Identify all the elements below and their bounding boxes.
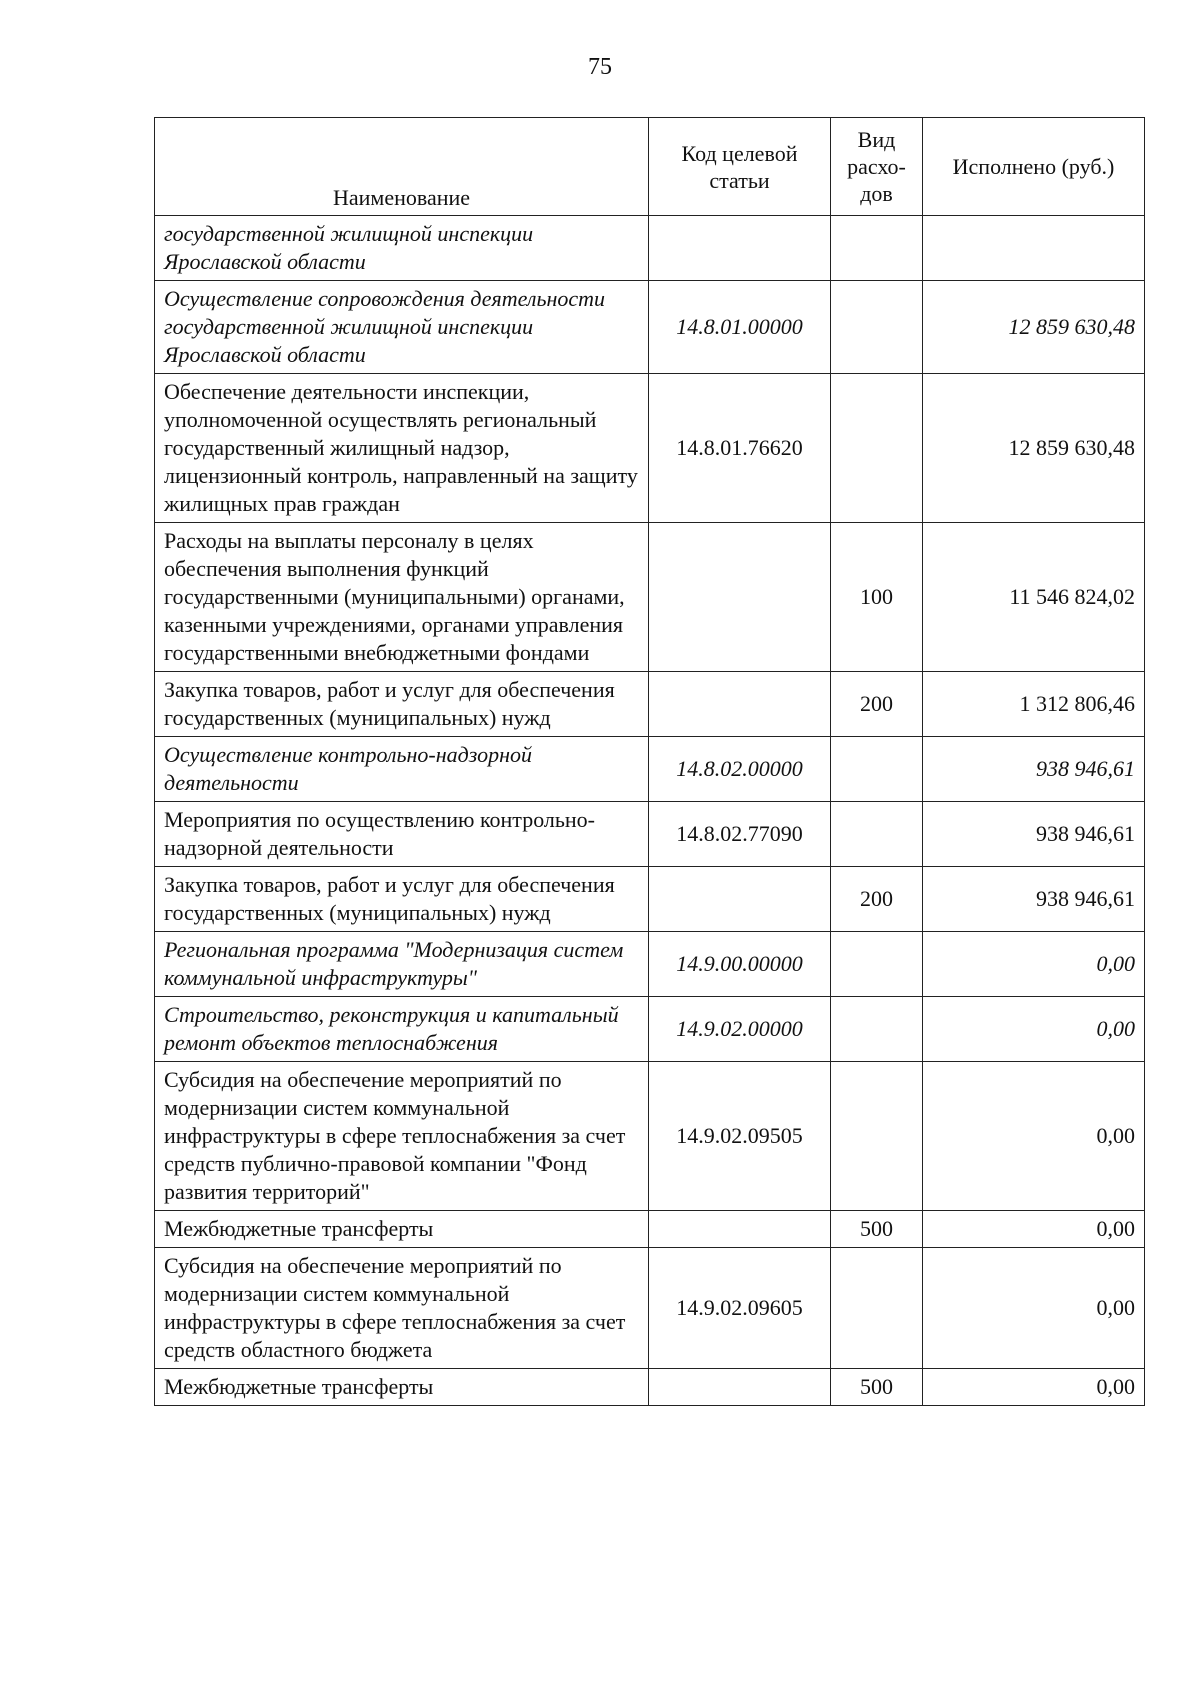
row-amount-cell: 0,00	[923, 1248, 1145, 1369]
row-amount-cell: 938 946,61	[923, 802, 1145, 867]
row-name-cell: Закупка товаров, работ и услуг для обеспечения государственных (муниципальных) нужд	[155, 867, 649, 932]
row-name-cell: Осуществление сопровождения деятельности государственной жилищной инспекции Ярославской области	[155, 281, 649, 374]
row-name-cell: Расходы на выплаты персоналу в целях обеспечения выполнения функций государственными (муниципальными) органами, казенными учреждениями, органами управления государственными внебюджетными фондами	[155, 523, 649, 672]
row-code-cell: 14.9.00.00000	[649, 932, 831, 997]
table-row	[155, 802, 1145, 867]
table-row	[155, 737, 1145, 802]
table-row	[155, 672, 1145, 737]
row-type-cell	[831, 737, 923, 802]
row-code-cell	[649, 1211, 831, 1248]
row-amount-cell: 0,00	[923, 932, 1145, 997]
row-amount-cell: 12 859 630,48	[923, 281, 1145, 374]
row-name-cell: Закупка товаров, работ и услуг для обеспечения государственных (муниципальных) нужд	[155, 672, 649, 737]
row-type-cell	[831, 1248, 923, 1369]
row-type-cell	[831, 1062, 923, 1211]
row-name-cell: Строительство, реконструкция и капитальный ремонт объектов теплоснабжения	[155, 997, 649, 1062]
expenditure-table	[154, 117, 1145, 1406]
table-row	[155, 997, 1145, 1062]
row-name-cell: Межбюджетные трансферты	[155, 1369, 649, 1406]
row-code-cell: 14.8.01.76620	[649, 374, 831, 523]
row-name-cell: Осуществление контрольно-надзорной деятельности	[155, 737, 649, 802]
table-body	[155, 216, 1145, 1406]
row-code-cell	[649, 216, 831, 281]
table-row	[155, 1369, 1145, 1406]
row-code-cell	[649, 672, 831, 737]
row-code-cell	[649, 1369, 831, 1406]
row-type-cell: 100	[831, 523, 923, 672]
table-row	[155, 1211, 1145, 1248]
row-amount-cell: 938 946,61	[923, 867, 1145, 932]
row-amount-cell: 0,00	[923, 997, 1145, 1062]
row-code-cell	[649, 867, 831, 932]
row-code-cell: 14.9.02.00000	[649, 997, 831, 1062]
table-row	[155, 374, 1145, 523]
row-type-cell: 500	[831, 1369, 923, 1406]
header-code-text: Код целевой статьи	[681, 140, 798, 193]
row-type-cell: 200	[831, 672, 923, 737]
row-code-cell	[649, 523, 831, 672]
row-code-cell: 14.8.01.00000	[649, 281, 831, 374]
table-header-row	[155, 118, 1145, 216]
row-name-cell: Региональная программа "Модернизация систем коммунальной инфраструктуры"	[155, 932, 649, 997]
row-code-cell: 14.8.02.77090	[649, 802, 831, 867]
header-type-text: Вид расхо-дов	[847, 127, 906, 206]
row-type-cell	[831, 802, 923, 867]
row-amount-cell: 0,00	[923, 1062, 1145, 1211]
row-amount-cell: 0,00	[923, 1211, 1145, 1248]
table-row	[155, 1248, 1145, 1369]
page-number: 75	[588, 54, 612, 80]
header-type	[831, 118, 923, 216]
row-type-cell	[831, 216, 923, 281]
table-row	[155, 867, 1145, 932]
header-code	[649, 118, 831, 216]
row-code-cell: 14.9.02.09605	[649, 1248, 831, 1369]
row-amount-cell: 11 546 824,02	[923, 523, 1145, 672]
row-amount-cell	[923, 216, 1145, 281]
row-code-cell: 14.9.02.09505	[649, 1062, 831, 1211]
row-type-cell	[831, 997, 923, 1062]
row-amount-cell: 0,00	[923, 1369, 1145, 1406]
row-type-cell	[831, 281, 923, 374]
table-row	[155, 932, 1145, 997]
table-row	[155, 281, 1145, 374]
row-name-cell: Субсидия на обеспечение мероприятий по модернизации систем коммунальной инфраструктуры в сфере теплоснабжения за счет средств областного бюджета	[155, 1248, 649, 1369]
row-amount-cell: 1 312 806,46	[923, 672, 1145, 737]
header-amount	[923, 118, 1145, 216]
table-row	[155, 1062, 1145, 1211]
table-row	[155, 216, 1145, 281]
row-name-cell: Субсидия на обеспечение мероприятий по модернизации систем коммунальной инфраструктуры в сфере теплоснабжения за счет средств публично-правовой компании "Фонд развития территорий"	[155, 1062, 649, 1211]
row-amount-cell: 12 859 630,48	[923, 374, 1145, 523]
row-name-cell: Обеспечение деятельности инспекции, уполномоченной осуществлять региональный государственный жилищный надзор, лицензионный контроль, направленный на защиту жилищных прав граждан	[155, 374, 649, 523]
row-name-cell: Межбюджетные трансферты	[155, 1211, 649, 1248]
row-type-cell	[831, 932, 923, 997]
table-row	[155, 523, 1145, 672]
row-amount-cell: 938 946,61	[923, 737, 1145, 802]
row-type-cell: 200	[831, 867, 923, 932]
header-name: Наименование	[155, 118, 649, 216]
row-type-cell: 500	[831, 1211, 923, 1248]
row-name-cell: Мероприятия по осуществлению контрольно-надзорной деятельности	[155, 802, 649, 867]
row-type-cell	[831, 374, 923, 523]
row-name-cell: государственной жилищной инспекции Ярославской области	[155, 216, 649, 281]
header-amount-text: Исполнено (руб.)	[952, 154, 1115, 179]
row-code-cell: 14.8.02.00000	[649, 737, 831, 802]
